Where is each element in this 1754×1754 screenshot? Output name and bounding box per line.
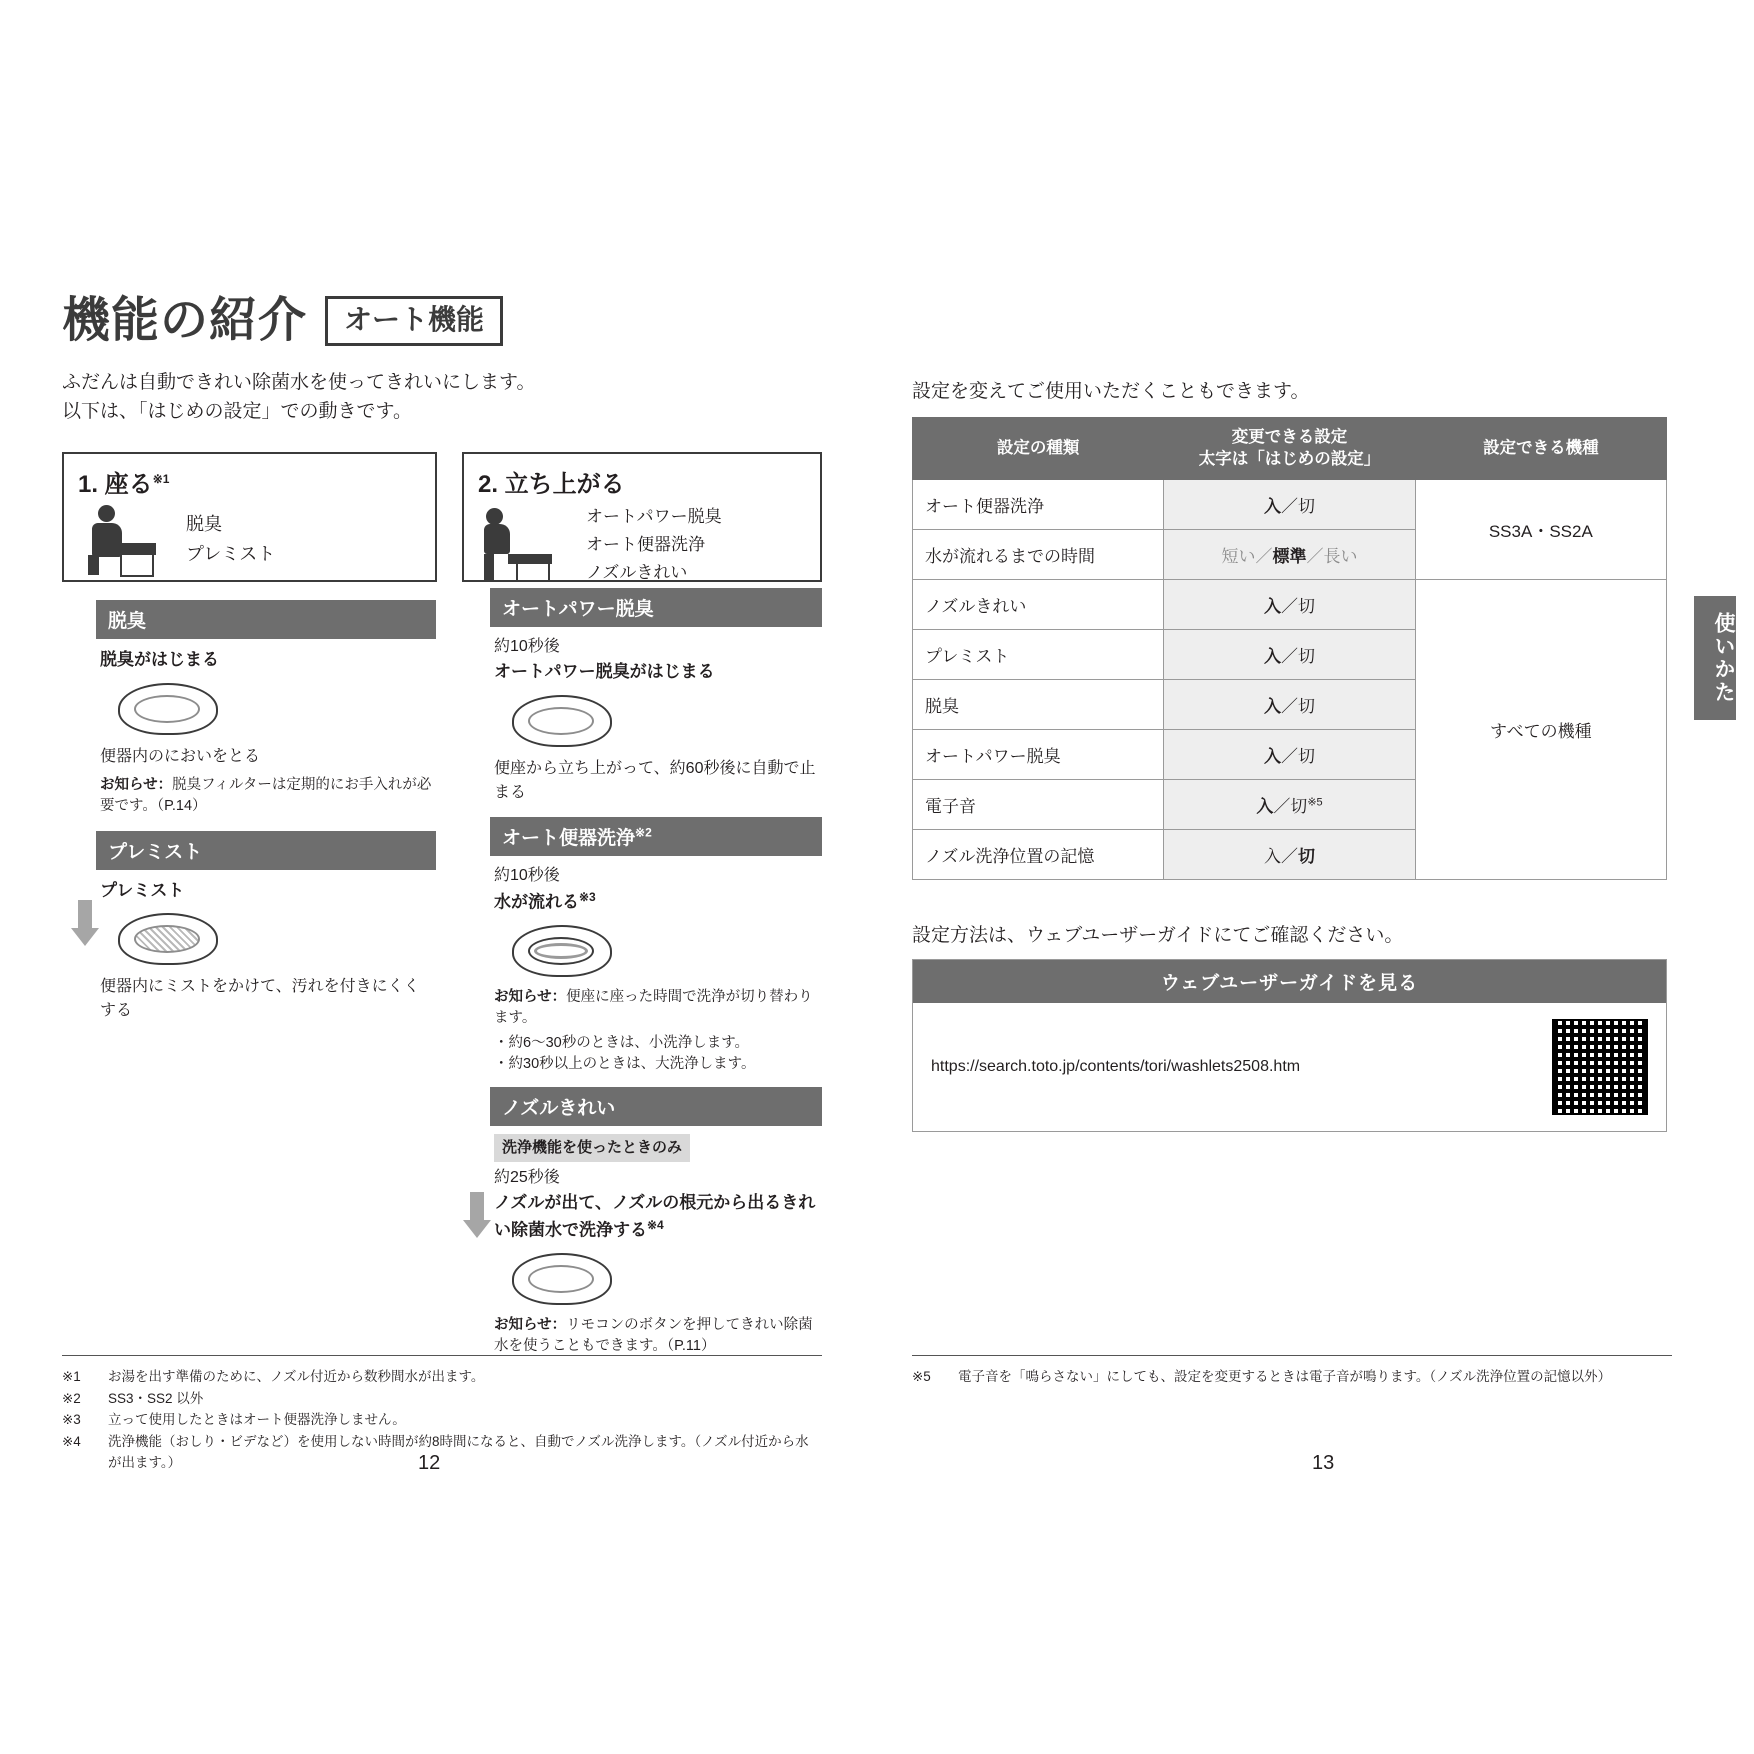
guide-url-link[interactable]: https://search.toto.jp/contents/tori/washlets2508.htm: [931, 1057, 1301, 1075]
step-2-box: [462, 452, 822, 582]
footnote-text: 立って使用したときはオート便器洗浄しません。: [108, 1412, 406, 1428]
section-bold-nozzle-sup: ※4: [647, 1217, 664, 1232]
setting-value-bold: 切: [1297, 846, 1315, 866]
setting-value-bold: 入: [1263, 746, 1281, 766]
setting-value-bold: 入: [1256, 796, 1274, 816]
table-header-values-line1: 変更できる設定: [1231, 428, 1348, 446]
step-1-title-sup: ※1: [152, 472, 170, 486]
setting-value-bold: 入: [1263, 696, 1281, 716]
flow-arrow-head-right: [463, 1220, 491, 1238]
section-timing-autopower: 約10秒後: [494, 638, 560, 655]
section-bold-datsushu: 脱臭がはじまる: [100, 650, 219, 669]
section-bold-autoflush: [494, 888, 818, 915]
footnote-mark: ※1: [62, 1369, 81, 1384]
left-page-content: [62, 296, 822, 427]
setting-value-rest: ／切: [1280, 496, 1315, 516]
setting-value: [1164, 529, 1415, 579]
setting-value: [1164, 629, 1415, 679]
table-header-models: 設定できる機種: [1415, 418, 1666, 480]
footnote-row: [62, 1388, 822, 1410]
setting-name: ノズルきれい: [913, 579, 1164, 629]
section-note-nozzle: [494, 1315, 818, 1357]
table-row: [913, 479, 1667, 529]
setting-name: ノズル洗浄位置の記憶: [913, 829, 1164, 879]
note-text-autoflush: 便座に座った時間で洗浄が切り替わります。: [494, 988, 813, 1026]
toilet-bowl-icon: [512, 695, 818, 747]
setting-value: [1164, 779, 1415, 829]
footnote-text: SS3・SS2 以外: [108, 1390, 204, 1406]
setting-name: オートパワー脱臭: [913, 729, 1164, 779]
setting-model-group-1: SS3A・SS2A: [1415, 479, 1666, 579]
setting-value-rest: ／切: [1280, 596, 1315, 616]
note-text-datsushu: 脱臭フィルターは定期的にお手入れが必要です。（P.14）: [100, 776, 432, 814]
section-bullet-autoflush-1: ・約30秒以上のときは、大洗浄します。: [494, 1055, 756, 1072]
footnote-text: お湯を出す準備のために、ノズル付近から数秒間水が出ます。: [108, 1369, 485, 1384]
footnote-row: [62, 1431, 822, 1474]
person-sitting-icon: [78, 503, 164, 577]
flow-arrow-stem-right: [470, 1192, 484, 1222]
section-tag-nozzle: 洗浄機能を使ったときのみ: [494, 1134, 690, 1163]
settings-table: [912, 417, 1667, 880]
step-2-sections: [490, 588, 822, 1357]
note-label-autoflush: お知らせ：: [494, 988, 567, 1005]
footnote-mark: ※3: [62, 1412, 81, 1428]
step-1-item-0: 脱臭: [186, 514, 222, 535]
step-1-sections: [96, 600, 436, 1023]
setting-value: [1164, 479, 1415, 529]
setting-value-rest: ／切: [1280, 746, 1315, 766]
step-2-title: 2. 立ち上がる: [478, 471, 625, 498]
step-1-item-list: [186, 510, 275, 569]
setting-value-rest: ／切: [1280, 646, 1315, 666]
setting-value-bold: 入: [1263, 496, 1281, 516]
setting-value-bold: 入: [1263, 596, 1281, 616]
section-bold-nozzle-text: ノズルが出て、ノズルの根元から出るきれい除菌水で洗浄する: [494, 1193, 816, 1240]
section-head-autoflush-text: オート便器洗浄: [502, 827, 636, 849]
step-2-item-0: オートパワー脱臭: [586, 507, 722, 526]
section-head-autoflush: [490, 817, 822, 856]
setting-value: [1164, 729, 1415, 779]
setting-value: [1164, 829, 1415, 879]
footnote-mark: ※2: [62, 1390, 81, 1406]
toilet-bowl-water-icon: [512, 925, 818, 977]
toilet-bowl-mist-icon: [118, 913, 432, 965]
section-body-nozzle: [490, 1126, 822, 1357]
page-title-text: 機能の紹介: [62, 294, 308, 347]
step-1-title: [64, 454, 435, 503]
side-tab-usage[interactable]: 使いかた: [1694, 596, 1736, 720]
setting-value-rest: ／切: [1280, 696, 1315, 716]
table-header-values: [1164, 418, 1415, 480]
setting-name: 水が流れるまでの時間: [913, 529, 1164, 579]
section-head-datsushu: 脱臭: [96, 600, 436, 639]
guide-lead: 設定方法は、ウェブユーザーガイドにてご確認ください。: [912, 924, 1404, 946]
section-bold-autoflush-sup: ※3: [579, 889, 596, 904]
section-body-autoflush: [490, 856, 822, 1075]
section-body-autopower: [490, 627, 822, 805]
intro-text: [62, 368, 822, 427]
note-label-datsushu: お知らせ：: [100, 776, 173, 793]
table-row: [913, 579, 1667, 629]
footnote-row: [62, 1366, 822, 1388]
right-page-content: [912, 376, 1672, 1132]
flow-arrow-head-left: [71, 928, 99, 946]
toilet-bowl-icon: [118, 683, 432, 735]
right-footnotes: [912, 1355, 1672, 1388]
section-head-autoflush-sup: ※2: [635, 825, 652, 840]
section-bullet-autoflush-0: ・約6〜30秒のときは、小洗浄します。: [494, 1034, 750, 1051]
settings-lead: 設定を変えてご使用いただくこともできます。: [912, 381, 1310, 402]
page-number-right: 13: [1312, 1452, 1335, 1474]
section-bold-premist: プレミスト: [100, 880, 185, 900]
section-timing-autoflush: 約10秒後: [494, 866, 560, 884]
table-header-type: 設定の種類: [913, 418, 1164, 480]
intro-line-2: 以下は、「はじめの設定」での動きです。: [62, 401, 412, 423]
setting-value-normal: 入／: [1263, 846, 1298, 866]
setting-model-group-2: すべての機種: [1415, 579, 1666, 879]
step-1-title-text: 1. 座る: [78, 471, 153, 498]
footnote-row: [912, 1366, 1672, 1388]
setting-value-normal: 短い／: [1221, 546, 1273, 566]
section-head-premist: プレミスト: [96, 831, 436, 870]
setting-name: 脱臭: [913, 679, 1164, 729]
intro-line-1: ふだんは自動できれい除菌水を使ってきれいにします。: [62, 372, 536, 393]
flow-arrow-stem-left: [78, 900, 92, 930]
page-title: [62, 296, 822, 346]
footnote-mark: ※4: [62, 1433, 81, 1449]
toilet-bowl-nozzle-icon: [512, 1253, 818, 1305]
note-label-nozzle: お知らせ：: [494, 1316, 567, 1333]
step-2-body: [464, 503, 820, 601]
step-1-body: [64, 503, 435, 591]
note-text-nozzle: リモコンのボタンを押してきれい除菌水を使うこともできます。（P.11）: [494, 1316, 813, 1354]
web-user-guide-box: [912, 959, 1667, 1132]
section-bold-autopower: オートパワー脱臭がはじまる: [494, 662, 715, 681]
section-desc-premist: 便器内にミストをかけて、汚れを付きにくくする: [100, 978, 420, 1020]
section-head-autopower: [490, 588, 822, 627]
section-body-datsushu: [96, 639, 436, 817]
section-note-autoflush: [494, 987, 818, 1029]
section-head-nozzle: ノズルきれい: [490, 1087, 822, 1126]
step-2-item-list: [586, 503, 722, 587]
person-standing-icon: [478, 508, 564, 582]
setting-name: 電子音: [913, 779, 1164, 829]
setting-value: [1164, 579, 1415, 629]
setting-value-bold: 入: [1263, 646, 1281, 666]
footnote-mark: ※5: [912, 1369, 931, 1384]
setting-value-sup: ※5: [1307, 795, 1323, 808]
section-desc-autopower: 便座から立ち上がって、約60秒後に自動で止まる: [494, 759, 816, 801]
setting-name: プレミスト: [913, 629, 1164, 679]
left-footnotes: [62, 1355, 822, 1474]
section-timing-nozzle: 約25秒後: [494, 1169, 560, 1187]
section-head-autopower-text: オートパワー脱臭: [502, 599, 654, 620]
section-desc-datsushu: 便器内のにおいをとる: [100, 747, 261, 765]
table-header-row: [913, 418, 1667, 480]
step-2-item-2: ノズルきれい: [586, 563, 688, 583]
section-bold-nozzle: [494, 1190, 818, 1243]
web-user-guide-button[interactable]: ウェブユーザーガイドを見る: [913, 960, 1666, 1003]
footnote-row: [62, 1409, 822, 1431]
step-1-item-1: プレミスト: [186, 544, 276, 564]
web-user-guide-body: [913, 1003, 1666, 1131]
section-note-datsushu: [100, 775, 432, 817]
section-body-premist: [96, 870, 436, 1024]
section-bold-autoflush-text: 水が流れる: [494, 892, 579, 912]
footnote-text: 洗浄機能（おしり・ビデなど）を使用しない時間が約8時間になると、自動でノズル洗浄します。（ノズル付近から水が出ます。）: [108, 1433, 809, 1471]
page-number-left: 12: [418, 1452, 441, 1474]
qr-code-icon[interactable]: [1552, 1019, 1648, 1115]
setting-name: オート便器洗浄: [913, 479, 1164, 529]
setting-value-rest: ／切: [1273, 796, 1308, 816]
page-title-badge: オート機能: [325, 296, 503, 346]
step-1-box: [62, 452, 437, 582]
footnote-text: 電子音を「鳴らさない」にしても、設定を変更するときは電子音が鳴ります。（ノズル洗浄位置の記憶以外）: [958, 1369, 1612, 1384]
setting-value: [1164, 679, 1415, 729]
setting-value-rest: ／長い: [1306, 546, 1358, 566]
setting-value-bold: 標準: [1272, 546, 1307, 566]
step-2-item-1: オート便器洗浄: [586, 535, 705, 555]
table-header-values-line2: 太字は「はじめの設定」: [1198, 450, 1381, 469]
